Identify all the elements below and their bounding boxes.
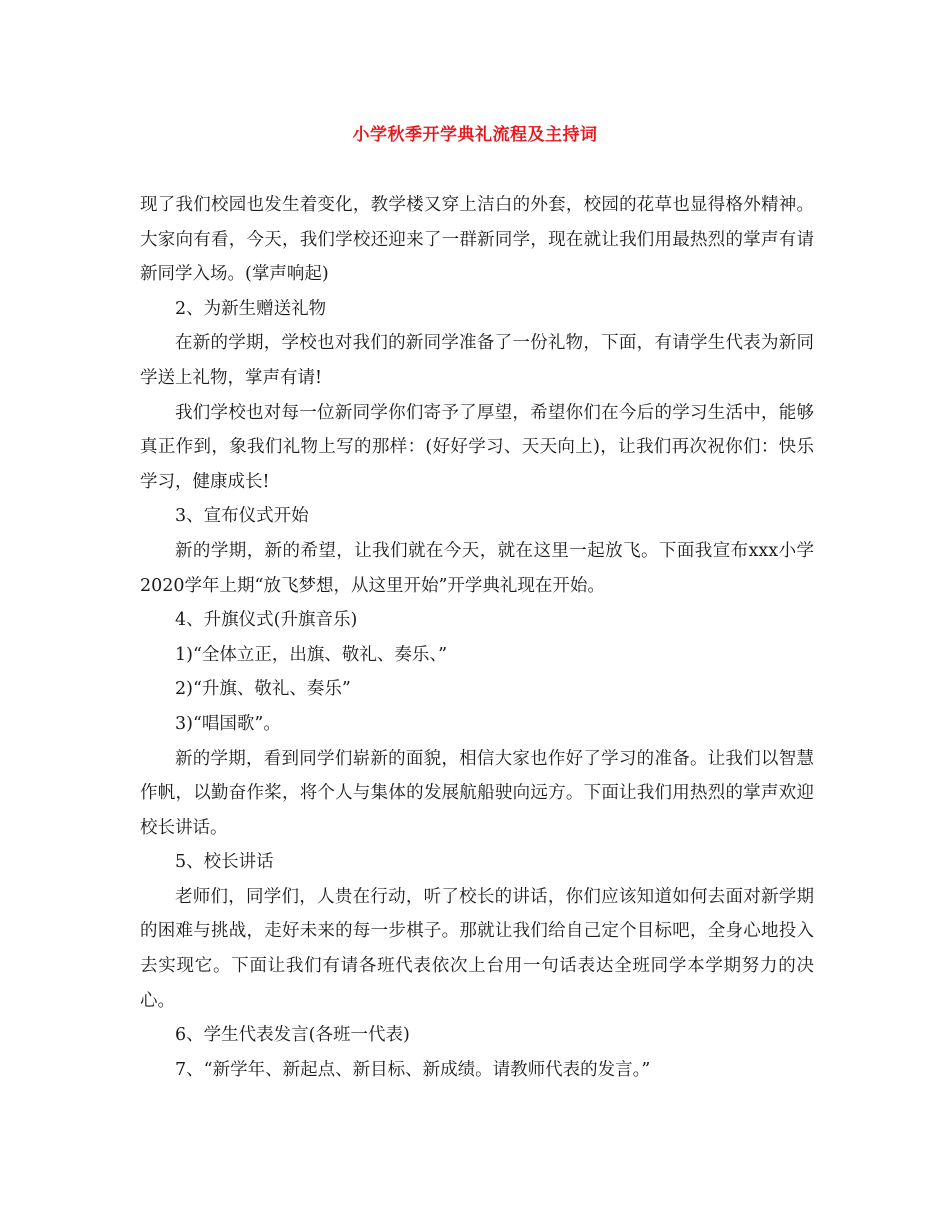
paragraph: 现了我们校园也发生着变化，教学楼又穿上洁白的外套，校园的花草也显得格外精神。大家向有看，今天，我们学校还迎来了一群新同学，现在就让我们用最热烈的掌声有请新同学入场。(掌声响起) (140, 195, 814, 285)
list-item: 2)“升旗、敬礼、奏乐” (175, 679, 351, 700)
section-heading: 7、“新学年、新起点、新目标、新成绩。请教师代表的发言。” (175, 1059, 651, 1080)
section-heading: 2、为新生赠送礼物 (175, 298, 327, 319)
paragraph: 老师们，同学们，人贵在行动，听了校长的讲话，你们应该知道如何去面对新学期的困难与挑战，走好未来的每一步棋子。那就让我们给自己定个目标吧，全身心地投入去实现它。下面让我们有请各班代表依次上台用一句话表达全班同学本学期努力的决心。 (140, 886, 814, 1011)
section-heading: 4、升旗仪式(升旗音乐) (175, 610, 358, 631)
paragraph: 新的学期，新的希望，让我们就在今天，就在这里一起放飞。下面我宣布xxx小学2020学年上期“放飞梦想，从这里开始”开学典礼现在开始。 (140, 540, 814, 596)
section-heading: 6、学生代表发言(各班一代表) (175, 1025, 410, 1046)
list-item: 1)“全体立正，出旗、敬礼、奏乐、” (175, 644, 448, 665)
section-heading: 5、校长讲话 (175, 852, 274, 873)
paragraph: 我们学校也对每一位新同学你们寄予了厚望，希望你们在今后的学习生活中，能够真正作到，象我们礼物上写的那样：(好好学习、天天向上)，让我们再次祝你们：快乐学习，健康成长! (140, 402, 814, 492)
list-item: 3)“唱国歌”。 (175, 713, 281, 734)
document-body (140, 188, 814, 1087)
paragraph: 新的学期，看到同学们崭新的面貌，相信大家也作好了学习的准备。让我们以智慧作帆，以勤奋作桨，将个人与集体的发展航船驶向远方。下面让我们用热烈的掌声欢迎校长讲话。 (140, 748, 814, 838)
document-title: 小学秋季开学典礼流程及主持词 (352, 125, 598, 145)
paragraph: 在新的学期，学校也对我们的新同学准备了一份礼物，下面，有请学生代表为新同学送上礼物，掌声有请! (140, 333, 814, 388)
section-heading: 3、宣布仪式开始 (175, 506, 309, 527)
